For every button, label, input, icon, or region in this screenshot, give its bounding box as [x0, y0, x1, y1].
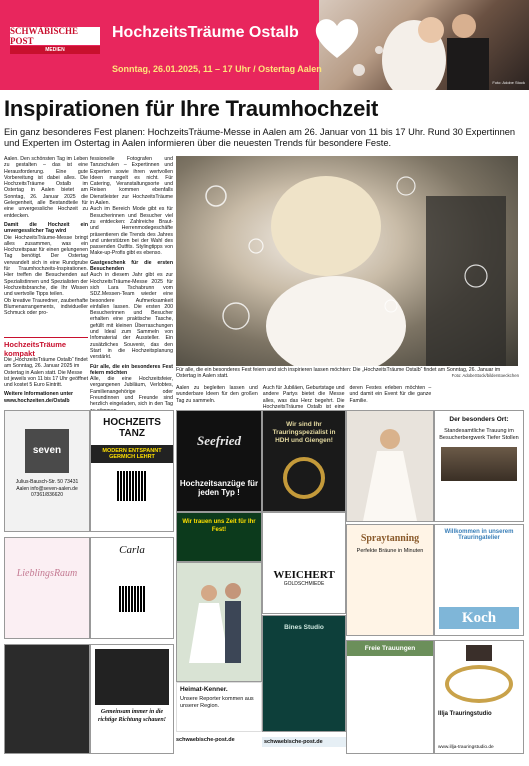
nomaden-title: Freie Trauungen — [347, 641, 433, 656]
header-photo-credit: Foto: Adobe Stock — [492, 80, 525, 85]
subheading: Damit die Hochzeit ein unvergesslicher Tag wird — [4, 221, 88, 235]
article-column-2 — [90, 156, 173, 414]
ad-kraemer[interactable] — [176, 512, 262, 562]
ad-lieblingsraum[interactable] — [4, 537, 90, 639]
ring-icon — [283, 457, 325, 499]
info-box — [4, 357, 88, 404]
kraemer-headline: Wir trauen uns Zeit für Ihr Fest! — [182, 519, 256, 533]
ad-bottom-left[interactable] — [4, 644, 90, 754]
main-photo — [176, 156, 518, 366]
ad-seefried[interactable] — [176, 410, 262, 512]
ad-tanz[interactable] — [90, 410, 174, 532]
photo-credit: Foto: AdobeStock/bilderstoeckchen — [451, 373, 519, 378]
weichert-logo: WEICHERT — [273, 569, 335, 581]
seven-address: Julius-Bausch-Str. 50 73431 Aalen info@seven-aalen.de 07361/836620 — [15, 479, 79, 498]
subheading: Für alle, die ein besonderes Fest feiern möchten — [90, 363, 173, 376]
page-headline: Inspirationen für Ihre Traumhochzeit — [4, 96, 379, 121]
ad-bridal[interactable] — [346, 410, 434, 522]
bride-bubbles-illustration — [176, 156, 518, 366]
ad-photo — [95, 649, 169, 705]
ad-carla[interactable] — [90, 537, 174, 639]
seefried-slogan: Hochzeitsanzüge für jeden Typ ! — [179, 479, 259, 497]
header-banner — [0, 0, 529, 90]
url-link[interactable]: schwaebische-post.de — [176, 737, 235, 743]
paragraph: fessionelle Fotografen und Tanzschulen – Expertinnen und Experten sowie ihren wertvollen Ideen mangelt es nicht. Für Catering, Veranstaltungsorte und Reisen kommen ebenfalls Dienstleister zur HochzeitsTräume in Aalen. — [90, 156, 173, 207]
newspaper-logo: SCHWÄBISCHE POST — [10, 27, 100, 45]
seven-logo: seven — [25, 429, 69, 473]
bines-title: Bines Studio — [284, 624, 324, 631]
paragraph: Auch im Bereich Mode gibt es für Besucherinnen und Besucher viel zu entdecken: Zahlreiche Braut- und Herrenmodegeschäfte präsentieren die Trends des Jahres und unterstützen bei der Wahl des passenden Outfits. Stylingtipps von Make-up-Profis gibt es ebenso. — [90, 206, 173, 257]
photo-caption: Für alle, die ein besonderes Fest feiern und sich inspirieren lassen möchten: Die „HochzeitsTräume Ostalb“ findet am Sonntag, 26. Januar im Ostertag in Aalen statt. — [176, 367, 501, 380]
ad-koch[interactable] — [434, 524, 524, 636]
heart-icon — [313, 16, 361, 60]
paragraph: deren Festes erleben möchten – und damit ein Event für die ganze Familie. — [349, 385, 432, 404]
ad-seven[interactable] — [4, 410, 90, 532]
event-date: Sonntag, 26.01.2025, 11 – 17 Uhr / Ostertag Aalen — [112, 64, 322, 74]
koch-logo: Koch — [439, 607, 519, 629]
illja-url[interactable]: www.illja-trauringstudio.de — [438, 745, 494, 750]
info-box-title: HochzeitsTräume kompakt — [4, 337, 88, 358]
heimat-text: Unsere Reporter kommen aus unserer Region. — [180, 696, 254, 709]
info-box-text: Die „HochzeitsTräume Ostalb“ findet am Sonntag, 26. Januar 2025 im Ostertag in Aalen statt. Die Messe ist jeweils von 11 bis 17 Uhr geöffnet und kostet 5 Euro Eintritt. — [4, 357, 89, 389]
ring-icon — [445, 665, 513, 703]
carla-logo: Carla — [119, 544, 145, 556]
heimat-title: Heimat-Kenner. — [180, 686, 228, 693]
qr-code-icon — [119, 586, 145, 612]
weichert-subtitle: GOLDSCHMIEDE — [283, 581, 325, 587]
couple-illustration — [177, 563, 261, 681]
spray-title: Spraytanning — [360, 533, 420, 544]
paragraph: Die HochzeitsTräume-Messe bringt alles zusammen, was ein Hochzeitspaar für einen gelungenen Tag benötigt. Der Ostertag verwandelt sich in eine Rundgrube für Traumhochzeits-Inspirationen. Hier treffen die Besuchenden auf Spezialistinnen und Spezialisten der Hochzeitsbranche, die Ihr Wissen und wertvolle Tipps teilen. — [4, 234, 88, 298]
gemeinsam-slogan: Gemeinsam immer in die richtige Richtung schauen! — [97, 709, 166, 723]
article-column-1 — [4, 156, 88, 316]
paragraph: Aalen zu begleiten lassen und wunderbare Ideen für den großen Tag zu sammeln. — [176, 385, 258, 404]
ad-weichert[interactable] — [262, 410, 346, 512]
ad-bines[interactable] — [262, 615, 346, 732]
weichert-headline: Wir sind Ihr Trauringspezialist in HDH und Giengen! — [272, 421, 336, 444]
standesamt-text: Standesamtliche Trauung im Besucherbergwerk Tiefer Stollen — [439, 428, 519, 441]
logo-subtitle: MEDIEN — [10, 46, 100, 54]
subheading: Gastgeschenk für die ersten Besuchenden — [90, 259, 173, 273]
illja-logo-icon — [466, 645, 492, 661]
standesamt-title: Der besonders Ort: — [449, 416, 509, 423]
info-box-more: Weitere Informationen unter www.hochzeiten.de/Ostalb — [4, 391, 74, 404]
qr-code-icon — [117, 471, 147, 501]
ad-spraytanning[interactable] — [346, 524, 434, 636]
event-title: HochzeitsTräume Ostalb — [112, 24, 299, 41]
paragraph: Aalen. Den schönsten Tag im Leben zu gestalten – das ist eine Herausforderung. Eine gute Vorbereitung ist dabei alles. Die HochzeitsTräume Ostalb im Ostertag in Aalen bietet am Sonntag, 26. Januar 2025 die Gelegenheit, alle Bestandteile für eine unvergessliche Hochzeit zu entdecken. — [4, 156, 88, 219]
ad-wedding-photo[interactable] — [176, 562, 262, 682]
paragraph: Auch für Jubiläen, Geburtstage und andere Partys bietet die Messe alles, was das Herz begehrt. Die HochzeitsTräume Ostalb ist eine — [262, 385, 345, 410]
ad-gemeinsam[interactable] — [90, 644, 174, 754]
bride-dress-illustration — [347, 411, 433, 521]
illja-title: Illja Trauringstudio — [438, 711, 492, 717]
koch-subtitle: Willkommen in unserem Trauringatelier — [444, 529, 514, 541]
ad-weichert-logo[interactable] — [262, 512, 346, 614]
lieblingsraum-logo: LieblingsRaum — [16, 568, 78, 579]
ad-illja[interactable] — [434, 640, 524, 754]
ad-nomaden[interactable] — [346, 640, 434, 754]
tanz-subtitle: MODERN ENTSPANNT GERMICH LEHRT — [91, 445, 173, 463]
paragraph: Auch in diesem Jahr gibt es zur HochzeitsTräume-Messe 2025 für sich Lara Tschabrunn vom SDZ.Messen-Team wieder eine besondere Aufmerksamkeit einfallen lassen. Die ersten 200 Besucherinnen und Besucher erhalten eine praktische Tasche, gefüllt mit kleinen Überraschungen und Ideal zum Sammeln von Infomaterial der Aussteller. Ein zusätzliches Souvenir, das den Start in die Hochzeitsplanung verstärkt. — [90, 272, 173, 361]
mine-photo — [441, 447, 517, 481]
ad-standesamt[interactable] — [434, 410, 524, 522]
intro-text: Ein ganz besonderes Fest planen: HochzeitsTräume-Messe in Aalen am 26. Januar von 11 bis 17 Uhr. Rund 30 Expertinnen und Experten im Ostertag in Aalen informieren über die neuesten Trends für besondere Feste. — [4, 127, 516, 148]
seefried-logo: Seefried — [196, 433, 242, 448]
paragraph: Ob kreative Trauredner, zauberhafte Blumenarrangements, individueller Schmuck oder pro- — [4, 297, 88, 317]
tanz-title: HOCHZEITS TANZ — [103, 417, 161, 439]
url-link[interactable]: schwaebische-post.de — [262, 737, 348, 747]
spray-subtitle: Perfekte Bräune in Minuten — [356, 548, 424, 554]
ad-heimat[interactable] — [176, 682, 262, 732]
paragraph: Alle, die eine Hochzeitsfeier, vergangenen Jubiläum, Verlobtes, Familienangehörige oder Freundinnen und Freunde sind herzlich eingeladen, sich in den Tag — [90, 376, 173, 408]
